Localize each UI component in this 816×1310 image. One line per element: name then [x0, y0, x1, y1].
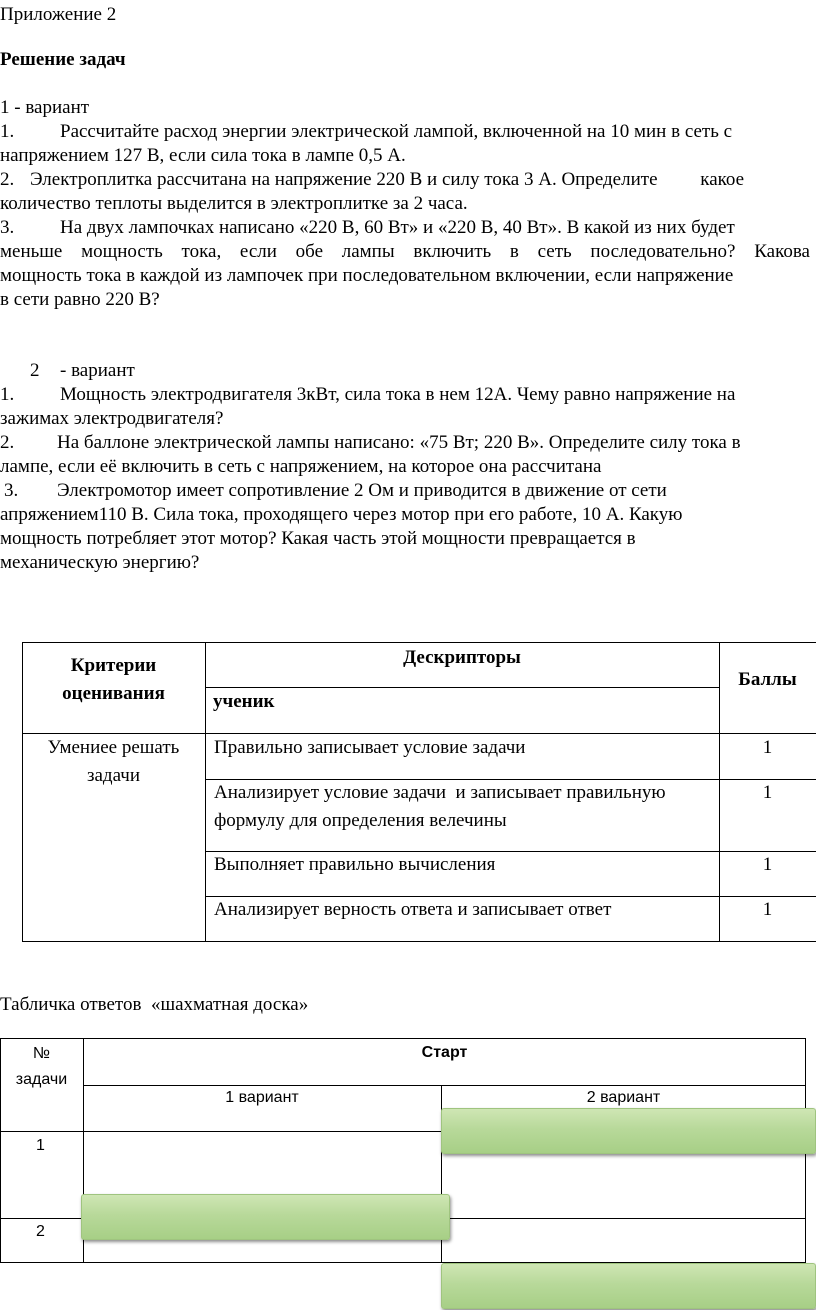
task-number-header-line1: № [32, 1045, 51, 1062]
row-1-label: 1 [36, 1137, 45, 1154]
v1-task2-text: Электроплитка рассчитана на напряжение 220 В и силу тока 3 А. Определите какое [30, 169, 745, 190]
descriptor-2 [214, 779, 666, 835]
criteria-header [22, 652, 205, 708]
table-border [205, 642, 206, 942]
v2-task3-line1 [4, 479, 667, 503]
v2-task1-number: 1. [0, 384, 15, 405]
variant2-number: 2 [30, 360, 40, 381]
v1-task3-text: На двух лампочках написано «220 В, 60 Вт» и «220 В, 40 Вт». В какой из них будет [60, 217, 735, 238]
v1-task1-line1 [0, 120, 732, 144]
v2-task3-line4: механическую энергию? [0, 552, 200, 573]
v1-task1-text: Рассчитайте расход энергии электрической лампой, включенной на 10 мин в сеть с [60, 121, 733, 142]
criteria-header-line2: оценивания [62, 683, 165, 704]
table-border [22, 642, 816, 643]
appendix-label: Приложение 2 [0, 4, 117, 25]
table-border [205, 687, 719, 688]
v1-task3-line3: мощность тока в каждой из лампочек при последовательном включении, если напряжение [0, 265, 734, 286]
v2-task2-line1 [0, 431, 741, 455]
descriptor-2-line2: формулу для определения велечины [214, 810, 507, 831]
answer-slot-v2-task1[interactable] [441, 1108, 816, 1154]
descriptor-2-line1: Анализирует условие задачи и записывает правильную [214, 782, 666, 803]
criteria-header-line1: Критерии [70, 655, 157, 676]
row-2-label: 2 [36, 1223, 45, 1240]
v1-task3-number: 3. [0, 217, 15, 238]
answer-slot-v1-task2[interactable] [81, 1194, 450, 1240]
criteria-table [22, 642, 816, 942]
table-border [22, 941, 816, 942]
variant2-label [30, 359, 135, 383]
v1-task3-line4: в сети равно 220 В? [0, 289, 160, 310]
points-header: Баллы [738, 669, 797, 690]
points-4: 1 [762, 899, 773, 920]
v1-task2-line2: количество теплоты выделится в электроплитке за 2 часа. [0, 193, 468, 214]
v2-task3-line2: апряжением110 В. Сила тока, проходящего через мотор при его работе, 10 А. Какую [0, 504, 683, 525]
table-border [83, 1085, 806, 1086]
v1-task2-number: 2. [0, 169, 15, 190]
v1-task2-line1 [0, 168, 744, 192]
chess-answer-table [0, 1038, 816, 1310]
criterion-name [22, 734, 205, 790]
descriptor-3: Выполняет правильно вычисления [214, 854, 496, 875]
page-title: Решение задач [0, 49, 126, 70]
chess-caption: Табличка ответов «шахматная доска» [0, 994, 309, 1015]
v1-task3-line2: меньше мощность тока, если обе лампы включить в сеть последовательно? Какова [0, 241, 810, 262]
descriptor-1: Правильно записывает условие задачи [214, 737, 526, 758]
v2-task3-text: Электромотор имеет сопротивление 2 Ом и приводится в движение от сети [57, 480, 667, 501]
v2-task2-text: На баллоне электрической лампы написано: «75 Вт; 220 В». Определите силу тока в [57, 432, 741, 453]
criterion-name-line1: Умениее решать [47, 737, 180, 758]
v2-task1-text: Мощность электродвигателя 3кВт, сила тока в нем 12А. Чему равно напряжение на [60, 384, 736, 405]
task-number-header [0, 1044, 83, 1090]
points-1: 1 [762, 737, 773, 758]
v2-task3-number: 3. [4, 480, 19, 501]
v2-task2-number: 2. [0, 432, 15, 453]
points-2: 1 [762, 782, 773, 803]
start-header: Старт [421, 1044, 468, 1061]
criterion-name-line2: задачи [86, 765, 140, 786]
v2-task1-line1 [0, 383, 735, 407]
answer-slot-v2-task2[interactable] [441, 1263, 816, 1309]
descriptors-header: Дескрипторы [403, 647, 521, 668]
v1-task1-number: 1. [0, 121, 15, 142]
variant1-label: 1 - вариант [0, 97, 90, 118]
descriptor-4: Анализирует верность ответа и записывает ответ [214, 899, 612, 920]
table-border [0, 1038, 806, 1039]
variant2-label-text: - вариант [60, 360, 135, 381]
v2-task3-line3: мощность потребляет этот мотор? Какая часть этой мощности превращается в [0, 528, 636, 549]
variant2-header: 2 вариант [586, 1089, 661, 1106]
v2-task1-line2: зажимах электродвигателя? [0, 408, 224, 429]
task-number-header-line2: задачи [15, 1071, 68, 1088]
v1-task1-line2: напряжением 127 В, если сила тока в лампе 0,5 А. [0, 145, 406, 166]
v1-task3-line1 [0, 216, 735, 240]
v2-task2-line2: лампе, если её включить в сеть с напряжением, на которое она рассчитана [0, 456, 602, 477]
points-3: 1 [762, 854, 773, 875]
variant1-header: 1 вариант [225, 1089, 299, 1106]
student-subheader: ученик [213, 691, 275, 712]
